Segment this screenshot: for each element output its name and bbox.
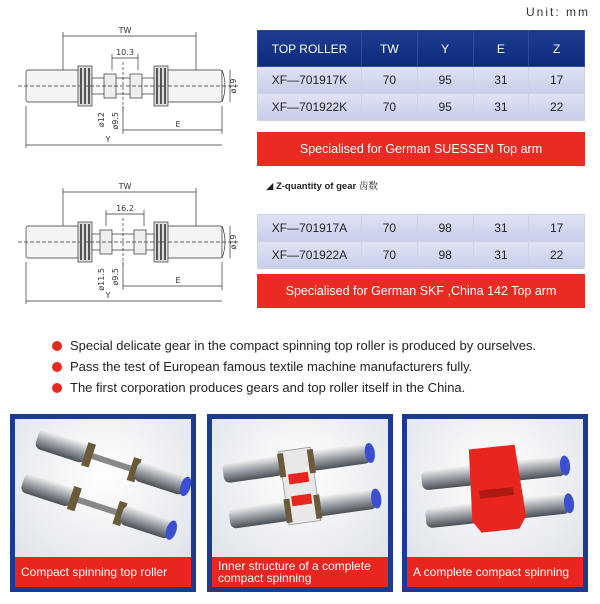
cell-y: 95 (417, 94, 473, 121)
table-row (258, 242, 585, 269)
cell-z: 17 (529, 67, 585, 94)
y-label: Y (105, 291, 111, 300)
cell-e: 31 (473, 94, 529, 121)
z-quantity-note: ◢ Z-quantity of gear 齿数 (266, 181, 378, 192)
cell-e: 31 (473, 215, 529, 242)
z-note-label: Z-quantity of gear (275, 181, 357, 192)
cell-tw: 70 (362, 94, 418, 121)
cell-model: XF—701917A (258, 215, 362, 242)
list-item: Pass the test of European famous textile machine manufacturers fully. (52, 357, 536, 377)
roller-drawing-2 (8, 178, 248, 308)
header-tw: TW (362, 31, 418, 67)
gear-diameter-label: ø12 (97, 112, 106, 128)
compact-top-roller-photo (15, 419, 191, 557)
spec-table-a (257, 30, 585, 121)
cell-y: 95 (417, 67, 473, 94)
list-item: The first corporation produces gears and top roller itself in the China. (52, 378, 536, 398)
tw-label: TW (118, 182, 132, 191)
banner-skf: Specialised for German SKF ,China 142 Top arm (257, 274, 585, 308)
cell-tw: 70 (362, 215, 418, 242)
photo-panel-2 (207, 414, 393, 592)
cell-z: 17 (529, 215, 585, 242)
panel-caption: Compact spinning top roller (15, 557, 191, 587)
panel-caption: A complete compact spinning (407, 557, 583, 587)
table-header-row (258, 31, 585, 67)
table-row (258, 67, 585, 94)
spec-table-b (257, 214, 585, 269)
y-label: Y (105, 135, 111, 144)
list-item: Special delicate gear in the compact spinning top roller is produced by ourselves. (52, 336, 536, 356)
gap-label: 10.3 (116, 48, 134, 57)
cell-model: XF—701922A (258, 242, 362, 269)
outer-diameter-label: ø19 (229, 234, 238, 250)
tw-label: TW (118, 26, 132, 35)
gear-diameter-label: ø11.5 (97, 268, 106, 291)
cell-e: 31 (473, 242, 529, 269)
cell-e: 31 (473, 67, 529, 94)
inner-diameter-label: ø9.5 (111, 268, 120, 286)
gap-label: 16.2 (116, 204, 134, 213)
outer-diameter-label: ø19 (229, 78, 238, 94)
cell-z: 22 (529, 242, 585, 269)
table-row (258, 215, 585, 242)
e-label: E (175, 276, 181, 285)
z-note-cn: 齿数 (358, 181, 378, 192)
cell-tw: 70 (362, 242, 418, 269)
complete-compact-spinning-photo (407, 419, 583, 557)
table-row (258, 94, 585, 121)
cell-z: 22 (529, 94, 585, 121)
cell-model: XF—701922K (258, 94, 362, 121)
inner-diameter-label: ø9.5 (111, 112, 120, 130)
header-z: Z (529, 31, 585, 67)
header-e: E (473, 31, 529, 67)
cell-tw: 70 (362, 67, 418, 94)
photo-panel-1 (10, 414, 196, 592)
e-label: E (175, 120, 181, 129)
banner-suessen: Specialised for German SUESSEN Top arm (257, 132, 585, 166)
header-top-roller: TOP ROLLER (258, 31, 362, 67)
panel-caption: Inner structure of a complete compact spinning (212, 557, 388, 587)
unit-label: Unit: mm (526, 5, 590, 19)
feature-list (52, 336, 536, 399)
roller-drawing-1 (8, 22, 248, 152)
cell-y: 98 (417, 242, 473, 269)
cell-model: XF—701917K (258, 67, 362, 94)
inner-structure-photo (212, 419, 388, 557)
photo-panel-3 (402, 414, 588, 592)
cell-y: 98 (417, 215, 473, 242)
header-y: Y (417, 31, 473, 67)
